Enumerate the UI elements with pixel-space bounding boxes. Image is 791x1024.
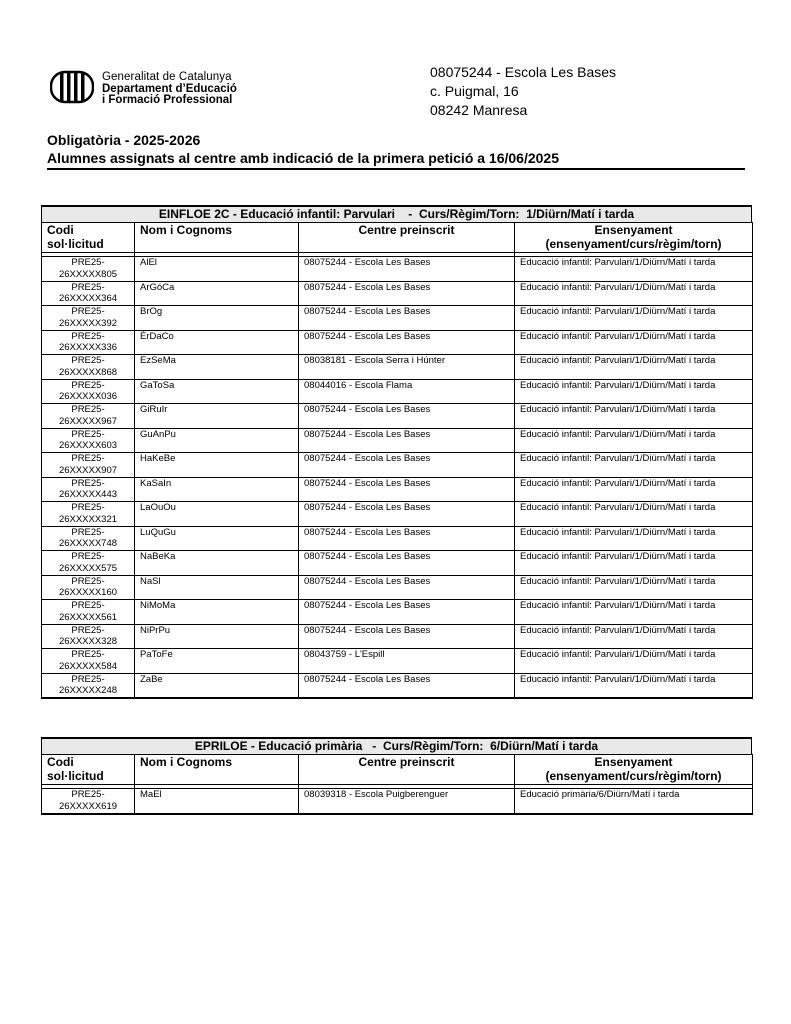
cell-centre: 08075244 - Escola Les Bases [299,673,515,698]
cell-ensenyament: Educació infantil: Parvulari/1/Diürn/Matí i tarda [515,330,753,355]
cell-ensenyament: Educació infantil: Parvulari/1/Diürn/Matí i tarda [515,257,753,282]
cell-nom: BrOg [135,306,299,331]
assignments-table [41,754,753,815]
cell-centre: 08043759 - L'Espill [299,649,515,674]
table-row [42,379,753,404]
cell-codi: PRE25- 26XXXXX575 [42,551,135,576]
column-header-codi: Codi sol·licitud [42,223,135,253]
cell-codi: PRE25- 26XXXXX328 [42,624,135,649]
cell-centre: 08039318 - Escola Puigberenguer [299,789,515,814]
cell-ensenyament: Educació infantil: Parvulari/1/Diürn/Matí i tarda [515,502,753,527]
assignments-table [41,222,753,699]
cell-codi: PRE25- 26XXXXX160 [42,575,135,600]
table-header-row [42,755,753,785]
table-row [42,428,753,453]
cell-ensenyament: Educació infantil: Parvulari/1/Diürn/Matí i tarda [515,673,753,698]
cell-centre: 08075244 - Escola Les Bases [299,330,515,355]
table-body [42,253,753,699]
school-name: 08075244 - Escola Les Bases [430,64,617,80]
cell-codi: PRE25- 26XXXXX603 [42,428,135,453]
section-einfloe [41,205,752,699]
cell-nom: NaBeKa [135,551,299,576]
cell-codi: PRE25- 26XXXXX868 [42,355,135,380]
cell-centre: 08075244 - Escola Les Bases [299,428,515,453]
table-row [42,502,753,527]
cell-centre: 08075244 - Escola Les Bases [299,404,515,429]
cell-centre: 08044016 - Escola Flama [299,379,515,404]
cell-ensenyament: Educació infantil: Parvulari/1/Diürn/Matí i tarda [515,477,753,502]
section-heading: EINFLOE 2C - Educació infantil: Parvulari - Curs/Règim/Torn: 1/Diürn/Matí i tarda [41,205,752,222]
cell-nom: EzSeMa [135,355,299,380]
table-body [42,785,753,814]
cell-codi: PRE25- 26XXXXX248 [42,673,135,698]
cell-nom: ZaBe [135,673,299,698]
document-titles [47,131,745,170]
cell-ensenyament: Educació infantil: Parvulari/1/Diürn/Matí i tarda [515,453,753,478]
cell-ensenyament: Educació infantil: Parvulari/1/Diürn/Matí i tarda [515,624,753,649]
table-header-row [42,223,753,253]
cell-centre: 08075244 - Escola Les Bases [299,306,515,331]
table-row [42,355,753,380]
cell-centre: 08075244 - Escola Les Bases [299,502,515,527]
cell-codi: PRE25- 26XXXXX036 [42,379,135,404]
column-header-ensenyament: Ensenyament (ensenyament/curs/règim/torn) [515,223,753,253]
column-header-nom: Nom i Cognoms [135,755,299,785]
cell-ensenyament: Educació infantil: Parvulari/1/Diürn/Matí i tarda [515,281,753,306]
column-header-codi: Codi sol·licitud [42,755,135,785]
column-header-ensenyament: Ensenyament (ensenyament/curs/règim/torn) [515,755,753,785]
table-row [42,649,753,674]
cell-ensenyament: Educació infantil: Parvulari/1/Diürn/Matí i tarda [515,649,753,674]
cell-centre: 08075244 - Escola Les Bases [299,453,515,478]
org-name: Generalitat de Catalunya [102,71,232,83]
table-row [42,330,753,355]
cell-codi: PRE25- 26XXXXX364 [42,281,135,306]
department-name-line1: Departament d’Educació [102,82,237,95]
cell-ensenyament: Educació infantil: Parvulari/1/Diürn/Matí i tarda [515,600,753,625]
cell-nom: KaSaIn [135,477,299,502]
school-city: 08242 Manresa [430,102,528,118]
cell-centre: 08038181 - Escola Serra i Húnter [299,355,515,380]
cell-ensenyament: Educació infantil: Parvulari/1/Diürn/Matí i tarda [515,404,753,429]
table-row [42,551,753,576]
senyera-emblem-icon [50,70,94,104]
cell-nom: PaToFe [135,649,299,674]
school-address [430,63,616,120]
cell-codi: PRE25- 26XXXXX748 [42,526,135,551]
table-row [42,257,753,282]
cell-centre: 08075244 - Escola Les Bases [299,257,515,282]
cell-nom: HaKeBe [135,453,299,478]
cell-nom: LuQuGu [135,526,299,551]
table-row [42,477,753,502]
document-subtitle: Alumnes assignats al centre amb indicació de la primera petició a 16/06/2025 [47,150,560,166]
cell-codi: PRE25- 26XXXXX967 [42,404,135,429]
cell-nom: GuAnPu [135,428,299,453]
cell-ensenyament: Educació infantil: Parvulari/1/Diürn/Matí i tarda [515,428,753,453]
cell-codi: PRE25- 26XXXXX619 [42,789,135,814]
cell-nom: NiPrPu [135,624,299,649]
cell-codi: PRE25- 26XXXXX392 [42,306,135,331]
cell-codi: PRE25- 26XXXXX321 [42,502,135,527]
section-epriloe [41,737,752,815]
cell-codi: PRE25- 26XXXXX561 [42,600,135,625]
cell-ensenyament: Educació infantil: Parvulari/1/Diürn/Matí i tarda [515,551,753,576]
table-row [42,624,753,649]
cell-centre: 08075244 - Escola Les Bases [299,281,515,306]
cell-nom: NiMoMa [135,600,299,625]
cell-ensenyament: Educació infantil: Parvulari/1/Diürn/Matí i tarda [515,379,753,404]
cell-centre: 08075244 - Escola Les Bases [299,477,515,502]
cell-nom: LaOuOu [135,502,299,527]
table-row [42,281,753,306]
table-row [42,789,753,814]
cell-nom: NaSl [135,575,299,600]
cell-codi: PRE25- 26XXXXX443 [42,477,135,502]
cell-nom: ArGóCa [135,281,299,306]
table-row [42,673,753,698]
cell-codi: PRE25- 26XXXXX336 [42,330,135,355]
cell-centre: 08075244 - Escola Les Bases [299,551,515,576]
school-street: c. Puigmal, 16 [430,83,519,99]
cell-ensenyament: Educació infantil: Parvulari/1/Diürn/Matí i tarda [515,306,753,331]
column-header-centre: Centre preinscrit [299,223,515,253]
generalitat-logo [50,70,310,110]
cell-ensenyament: Educació infantil: Parvulari/1/Diürn/Matí i tarda [515,526,753,551]
table-row [42,526,753,551]
table-row [42,600,753,625]
cell-codi: PRE25- 26XXXXX805 [42,257,135,282]
column-header-centre: Centre preinscrit [299,755,515,785]
department-name-line2: i Formació Professional [102,94,233,106]
cell-nom: GiRuIr [135,404,299,429]
cell-ensenyament: Educació infantil: Parvulari/1/Diürn/Matí i tarda [515,355,753,380]
cell-centre: 08075244 - Escola Les Bases [299,526,515,551]
section-heading: EPRILOE - Educació primària - Curs/Règim/Torn: 6/Diürn/Matí i tarda [41,737,752,754]
cell-centre: 08075244 - Escola Les Bases [299,600,515,625]
cell-codi: PRE25- 26XXXXX907 [42,453,135,478]
cell-codi: PRE25- 26XXXXX584 [42,649,135,674]
cell-centre: 08075244 - Escola Les Bases [299,624,515,649]
table-row [42,404,753,429]
cell-centre: 08075244 - Escola Les Bases [299,575,515,600]
table-row [42,575,753,600]
cell-nom: AlEl [135,257,299,282]
cell-nom: GaToSa [135,379,299,404]
document-title: Obligatòria - 2025-2026 [47,132,201,148]
column-header-nom: Nom i Cognoms [135,223,299,253]
table-row [42,453,753,478]
cell-ensenyament: Educació primària/6/Diürn/Matí i tarda [515,789,753,814]
title-rule [47,168,745,170]
cell-nom: ÉrDaCo [135,330,299,355]
table-row [42,306,753,331]
cell-nom: MaEl [135,789,299,814]
cell-ensenyament: Educació infantil: Parvulari/1/Diürn/Matí i tarda [515,575,753,600]
